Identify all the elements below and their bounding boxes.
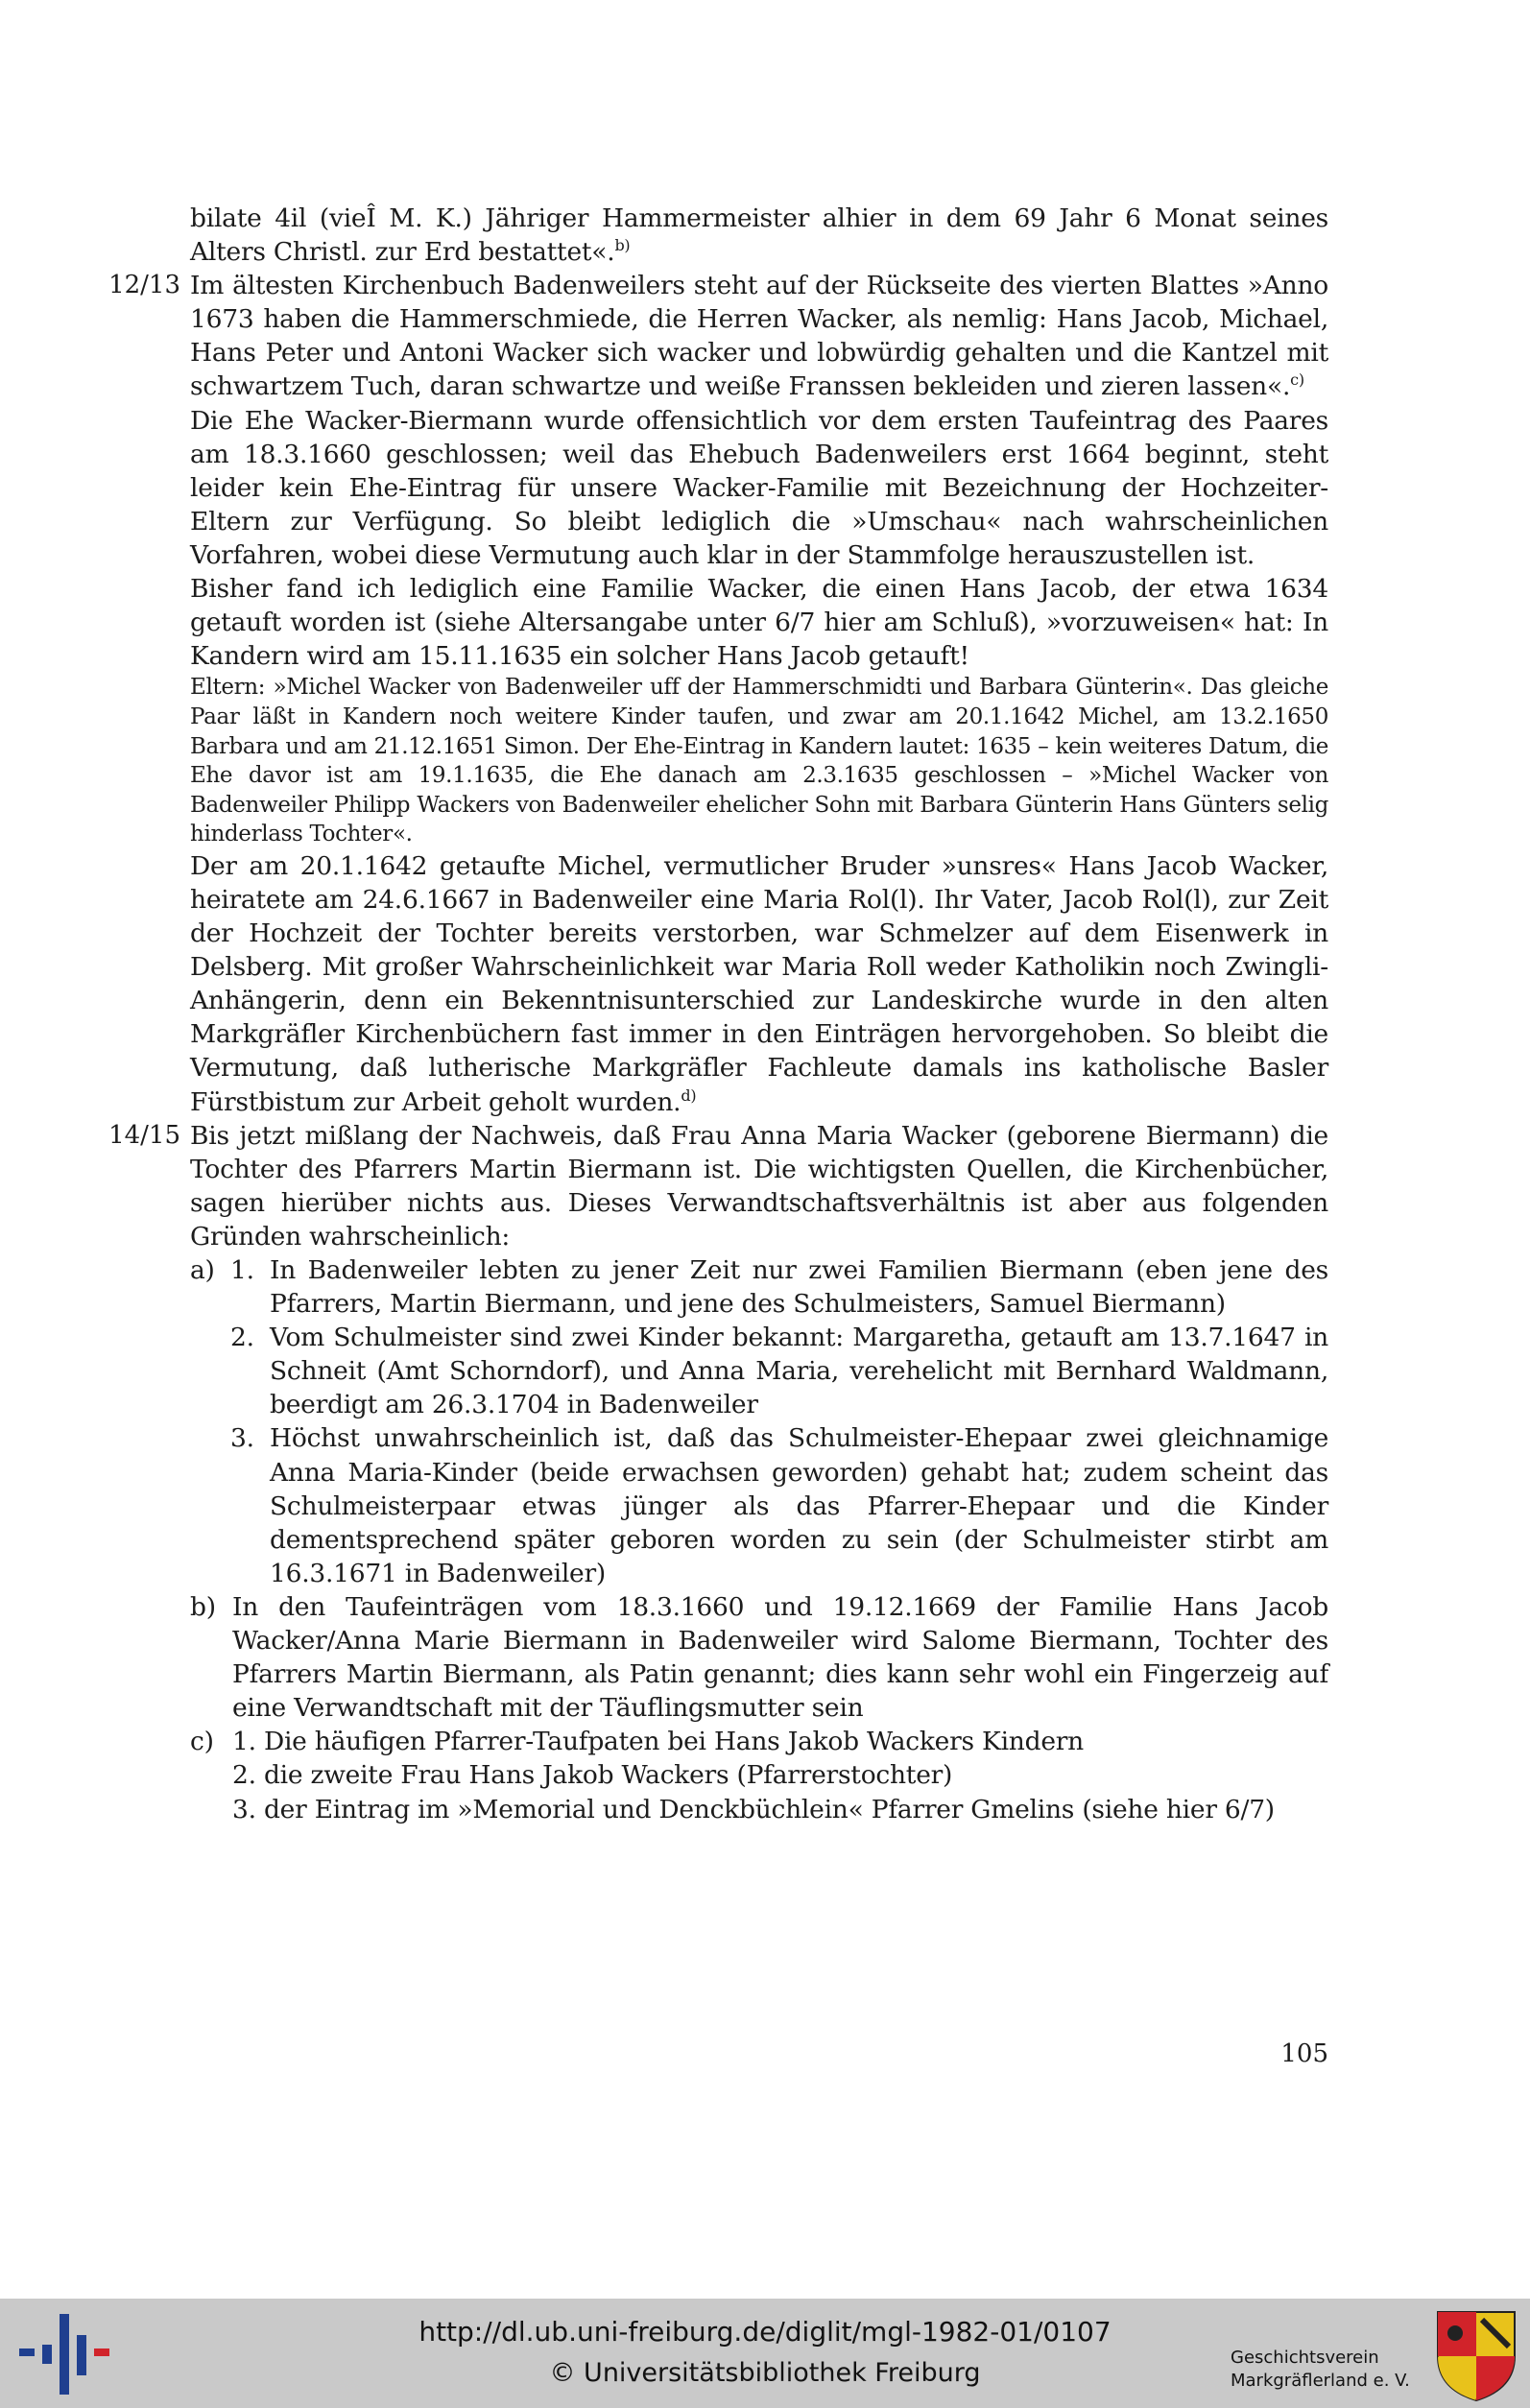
list-label: b) — [190, 1591, 216, 1622]
page-number: 105 — [1280, 2039, 1328, 2068]
list-item — [190, 1758, 1328, 1792]
document-url-link[interactable]: http://dl.ub.uni-freiburg.de/diglit/mgl-1982-01/0107 — [418, 2316, 1112, 2348]
list-text: 1. Die häufigen Pfarrer-Taufpaten bei Hans Jakob Wackers Kindern — [232, 1727, 1084, 1757]
paragraph: bilate 4il (vieÎ M. K.) Jähriger Hammermeister alhier in dem 69 Jahr 6 Monat seines Alters Christl. zur Erd bestattet«.$^{b)}$ — [190, 203, 1328, 268]
list-item — [190, 1421, 1328, 1589]
section-12-13 — [108, 269, 1328, 403]
list-number: 2. — [230, 1323, 254, 1353]
paragraph: Bisher fand ich lediglich eine Familie Wacker, die einen Hans Jacob, der etwa 1634 getauft worden ist (siehe Altersangabe unter 6/7 hier am Schluß), »vorzuweisen« hat: In Kandern wird am 15.11.1635 ein solcher Hans Jacob getauft! — [190, 574, 1328, 672]
list-a — [190, 1253, 1328, 1590]
coat-of-arms-icon — [1434, 2308, 1518, 2402]
footnote-marker: d) — [681, 1085, 697, 1105]
list-item — [190, 1793, 1328, 1826]
main-text — [108, 202, 1328, 1826]
list-label: c) — [190, 1727, 214, 1757]
quote-paragraph: Eltern: »Michel Wacker von Badenweiler uff der Hammerschmidti und Barbara Günterin«. Das gleiche Paar läßt in Kandern noch weitere Kinder taufen, und zwar am 20.1.1642 Michel, am 13.2.1650 Barbara und am 21.12.1651 Simon. Der Ehe-Eintrag in Kandern lautet: 1635 – kein weiteres Datum, die Ehe davor ist am 19.1.1635, die Ehe danach am 2.3.1635 geschlossen – »Michel Wacker von Badenweiler Philipp Wackers von Badenweiler ehelicher Sohn mit Barbara Günterin Hans Günters selig hinderlass Tochter«. — [190, 675, 1328, 847]
paragraph: Die Ehe Wacker-Biermann wurde offensichtlich vor dem ersten Taufeintrag des Paares am 18.3.1660 geschlossen; weil das Ehebuch Badenweilers erst 1664 beginnt, steht leider kein Ehe-Eintrag für unsere Wacker-Familie mit Bezeichnung der Hochzeiter-Eltern zur Verfügung. So bleibt lediglich die »Umschau« nach wahrscheinlichen Vorfahren, wobei diese Vermutung auch klar in der Stammfolge herauszustellen ist. — [190, 405, 1328, 570]
section-14-15 — [108, 1119, 1328, 1253]
margin-number: 14/15 — [108, 1120, 180, 1150]
footer-bar — [0, 2299, 1530, 2408]
publisher-name — [1231, 2347, 1422, 2393]
list-text: 3. der Eintrag im »Memorial und Denckbüchlein« Pfarrer Gmelins (siehe hier 6/7) — [232, 1794, 1275, 1824]
footnote-marker: c) — [1290, 370, 1304, 390]
list-text: Vom Schulmeister sind zwei Kinder bekannt: Margaretha, getauft am 13.7.1647 in Schneit (Amt Schorndorf), und Anna Maria, verehelicht mit Bernhard Waldmann, beerdigt am 26.3.1704 in Badenweiler — [270, 1323, 1328, 1420]
list-item — [190, 1253, 1328, 1321]
paragraph: Bis jetzt mißlang der Nachweis, daß Frau Anna Maria Wacker (geborene Biermann) die Tochter des Pfarrers Martin Biermann ist. Die wichtigsten Quellen, die Kirchenbücher, sagen hierüber nichts aus. Dieses Verwandtschaftsverhältnis ist aber aus folgenden Gründen wahrscheinlich: — [190, 1120, 1328, 1252]
list-text: In den Taufeinträgen vom 18.3.1660 und 19.12.1669 der Familie Hans Jacob Wacker/Anna Marie Biermann in Badenweiler wird Salome Biermann, Tochter des Pfarrers Martin Biermann, als Patin genannt; dies kann sehr wohl ein Fingerzeig auf eine Verwandtschaft mit der Täuflingsmutter sein — [232, 1591, 1328, 1724]
list-number: 3. — [230, 1423, 254, 1454]
paragraph: Im ältesten Kirchenbuch Badenweilers steht auf der Rückseite des vierten Blattes »Anno 1673 haben die Hammerschmiede, die Herren Wacker, als nemlig: Hans Jacob, Michael, Hans Peter und Antoni Wacker sich wacker und lobwürdig gehalten und die Kantzel mit schwartzem Tuch, daran schwartze und weiße Franssen bekleiden und zieren lassen«.$^{c)}$ — [190, 271, 1328, 402]
copyright-text: © Universitätsbibliothek Freiburg — [549, 2358, 981, 2388]
publisher-line: Markgräflerland e. V. — [1231, 2371, 1410, 2391]
list-text: In Badenweiler lebten zu jener Zeit nur zwei Familien Biermann (eben jene des Pfarrers, Martin Biermann, und jene des Schulmeisters, Samuel Biermann) — [270, 1255, 1328, 1320]
list-text: Höchst unwahrscheinlich ist, daß das Schulmeister-Ehepaar zwei gleichnamige Anna Maria-Kinder (beide erwachsen geworden) gehabt hat; zudem scheint das Schulmeisterpaar etwas jünger als das Pfarrer-Ehepaar und die Kinder dementsprechend später geboren worden zu sein (der Schulmeister stirbt am 16.3.1671 in Badenweiler) — [270, 1423, 1328, 1588]
list-item — [190, 1321, 1328, 1421]
margin-number: 12/13 — [108, 271, 180, 300]
list-c — [190, 1725, 1328, 1825]
publisher-line: Geschichtsverein — [1231, 2348, 1379, 2368]
list-item — [190, 1590, 1328, 1725]
list-label: a) — [190, 1255, 215, 1285]
list-item — [190, 1725, 1328, 1758]
paragraph: Der am 20.1.1642 getaufte Michel, vermutlicher Bruder »unsres« Hans Jacob Wacker, heiratete am 24.6.1667 in Badenweiler eine Maria Rol(l). Ihr Vater, Jacob Rol(l), zur Zeit der Hochzeit der Tochter bereits verstorben, war Schmelzer auf dem Eisenwerk in Delsberg. Mit großer Wahrscheinlichkeit war Maria Roll weder Katholikin noch Zwingli-Anhängerin, denn ein Bekenntnisunterschied zur Landeskirche wurde in den alten Markgräfler Kirchenbüchern fast immer in den Einträgen hervorgehoben. So bleibt die Vermutung, daß lutherische Markgräfler Fachleute damals ins katholische Basler Fürstbistum zur Arbeit geholt wurden.$^{d)}$ — [190, 850, 1328, 1117]
list-text: 2. die zweite Frau Hans Jakob Wackers (Pfarrerstochter) — [232, 1760, 953, 1791]
list-b — [190, 1590, 1328, 1725]
footnote-marker: b) — [614, 236, 631, 255]
list-number: 1. — [230, 1255, 254, 1285]
